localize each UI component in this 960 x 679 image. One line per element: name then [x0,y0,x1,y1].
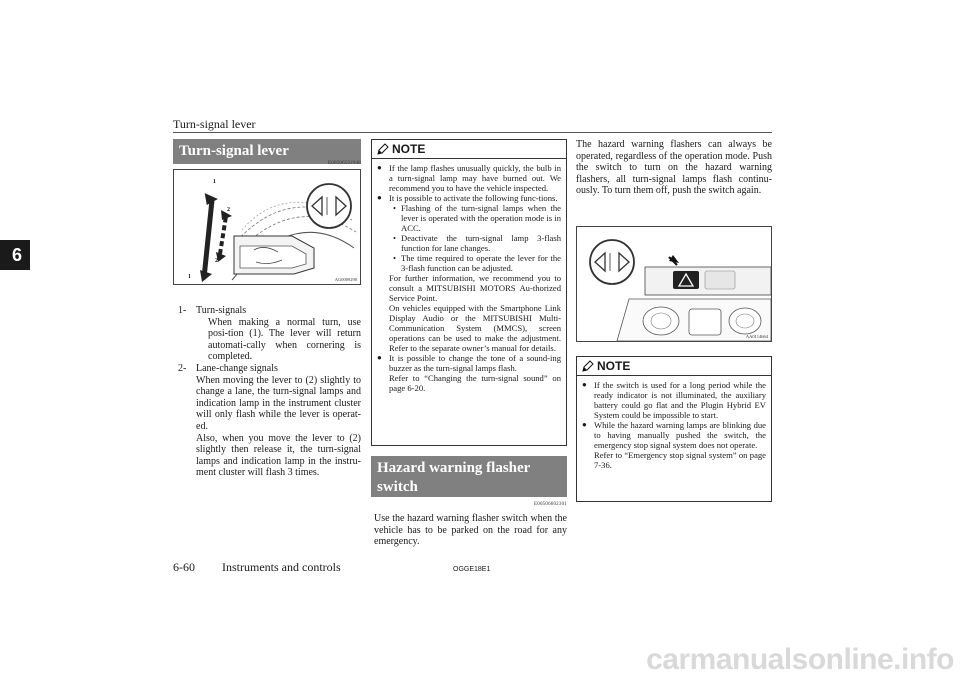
note-item [582,380,766,420]
list-text: When moving the lever to (2) slightly to change a lane, the turn-signal lamps and indication lamp in the instrument cluster will only flash while the lever is operat-ed. [196,374,361,432]
hazard-switch-illustration [577,227,771,341]
section-code: E00506502948 [328,161,361,166]
list-number: 1- [178,305,187,316]
header-divider [173,132,772,133]
note-header [372,140,566,159]
dot-icon: • [393,203,397,213]
note-text: If the switch is used for a long period while the ready indicator is not illuminated, the auxiliary battery could go flat and the Plugin Hybrid EV System could be impossible to start. [594,380,766,420]
hazard-switch-figure [576,226,772,342]
turn-signal-list [178,305,361,479]
list-title: Turn-signals [196,305,247,316]
page-number: 6-60 [173,560,195,574]
note-box-hazard [576,356,772,502]
figure-id: AA0114664 [745,334,768,339]
note-text: On vehicles equipped with the Smartphone Link Display Audio or the MITSUBISHI Multi-Communication System (MMCS), screen operations can be used to make the adjustment. Refer to the separate owner’s manual for details. [389,303,561,353]
bullet-icon: ● [377,353,382,362]
note-text: While the hazard warning lamps are blinking due to having manually pushed the switch, the emergency stop signal system does not operate. [594,420,766,450]
pencil-note-icon [582,360,594,372]
note-item [377,163,561,193]
bullet-icon: ● [377,193,382,202]
note-text: It is possible to change the tone of a sound-ing buzzer as the turn-signal lamps flash. [389,353,561,373]
section-code: E00506602301 [534,502,567,507]
turn-signal-lever-illustration [174,170,360,284]
dot-icon: • [393,253,397,263]
note-text: If the lamp flashes unusually quickly, the bulb in a turn-signal lamp may have burned out. We recommend you to have the vehicle inspected. [389,163,561,193]
note-item [377,353,561,393]
section-heading-turn-signal: Turn-signal lever [173,139,361,164]
figure-label-2-bottom: 2 [215,258,218,264]
bullet-icon: ● [582,380,587,389]
sub-item: • Deactivate the turn-signal lamp 3-flash function for lane changes. [393,233,561,253]
note-item [377,193,561,353]
footer-section-title: Instruments and controls [222,560,341,574]
chapter-tab: 6 [0,240,30,270]
note-item [582,420,766,470]
note-text: It is possible to activate the following func-tions. [389,193,558,203]
list-item [178,363,361,479]
note-text: Refer to “Changing the turn-signal sound” on page 6-20. [389,373,561,393]
sub-item: • Flashing of the turn-signal lamps when the lever is operated with the operation mode is in ACC. [393,203,561,233]
hazard-intro-text: Use the hazard warning flasher switch when the vehicle has to be parked on the road for any emergency. [374,513,567,548]
figure-label-1-bottom: 1 [188,274,191,280]
sub-item: • The time required to operate the lever for the 3-flash function can be adjusted. [393,253,561,273]
list-text: When making a normal turn, use posi-tion (1). The lever will return automati-cally when cornering is completed. [208,316,361,363]
watermark: carmanualsonline.info [646,643,954,676]
note-text: Refer to “Emergency stop signal system” on page 7-36. [594,450,766,470]
note-label: NOTE [597,359,631,373]
note-box-turn-signal [371,139,567,446]
bullet-icon: ● [582,420,587,429]
running-title: Turn-signal lever [173,117,256,131]
figure-label-2-top: 2 [227,207,230,213]
note-label: NOTE [392,142,426,156]
pencil-note-icon [377,143,389,155]
note-header [577,357,771,376]
turn-signal-lever-figure [173,169,361,285]
dot-icon: • [393,233,397,243]
list-item [178,305,361,363]
hazard-description: The hazard warning flashers can always be operated, regardless of the operation mode. Push the switch to turn on the hazard warning flashers, all turn-signal lamps flash continu-ously. To turn them off, push the switch again. [576,139,772,197]
figure-id: AG0009298 [334,277,357,282]
section-heading-hazard: Hazard warning flasher switch [371,456,567,497]
list-title: Lane-change signals [196,362,278,374]
note-text: For further information, we recommend you to consult a MITSUBISHI MOTORS Au-thorized Service Point. [389,273,561,303]
bullet-icon: ● [377,163,382,172]
list-text: Also, when you move the lever to (2) slightly then release it, the turn-signal lamps and indication lamp in the instru-ment cluster will flash 3 times. [196,432,361,479]
figure-label-1-top: 1 [213,179,216,185]
list-number: 2- [178,362,187,374]
document-code: OGGE18E1 [453,566,491,573]
